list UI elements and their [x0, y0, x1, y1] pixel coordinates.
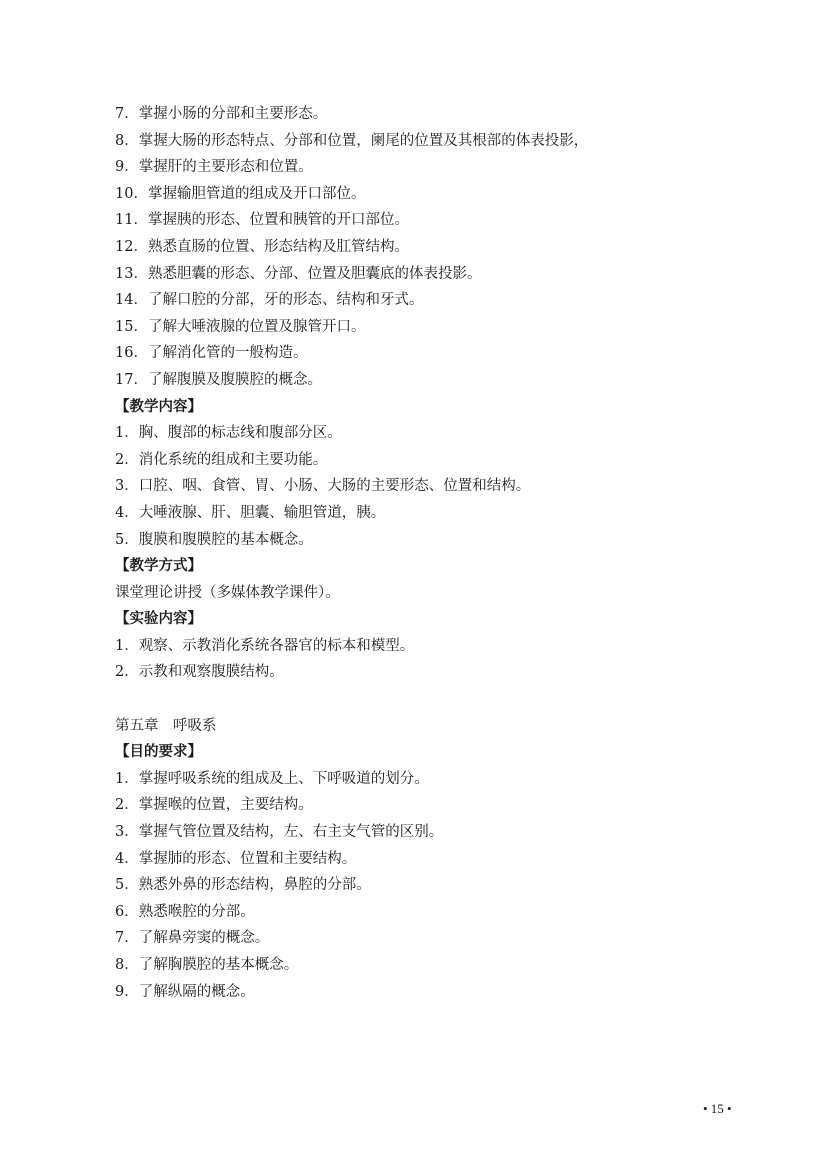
- list-item: 12．熟悉直肠的位置、形态结构及肛管结构。: [115, 238, 409, 255]
- paragraph: 课堂理论讲授（多媒体教学课件）。: [115, 584, 340, 601]
- list-item: 9．掌握肝的主要形态和位置。: [115, 159, 313, 176]
- list-item: 13．熟悉胆囊的形态、分部、位置及胆囊底的体表投影。: [115, 265, 482, 282]
- list-item: 7．掌握小肠的分部和主要形态。: [115, 106, 328, 122]
- list-item: 14．了解口腔的分部，牙的形态、结构和牙式。: [115, 292, 424, 309]
- list-item: 3．掌握气管位置及结构，左、右主支气管的区别。: [115, 824, 444, 841]
- list-item: 15．了解大唾液腺的位置及腺管开口。: [115, 318, 366, 335]
- list-item: 4．大唾液腺、肝、胆囊、输胆管道，胰。: [115, 504, 386, 521]
- section-heading-lab-content: 【实验内容】: [115, 611, 202, 628]
- section-heading-teaching-method: 【教学方式】: [115, 558, 202, 575]
- list-item: 1．胸、腹部的标志线和腹部分区。: [115, 425, 342, 442]
- list-item: 5．熟悉外鼻的形态结构，鼻腔的分部。: [115, 877, 371, 894]
- list-item: 4．掌握肺的形态、位置和主要结构。: [115, 850, 357, 867]
- list-item: 2．消化系统的组成和主要功能。: [115, 451, 328, 468]
- list-item: 10．掌握输胆管道的组成及开口部位。: [115, 185, 366, 202]
- spacer: [115, 686, 755, 713]
- section-heading-teaching-content: 【教学内容】: [115, 398, 202, 415]
- chapter-title: 第五章 呼吸系: [115, 717, 217, 734]
- list-item: 8．了解胸膜腔的基本概念。: [115, 957, 299, 973]
- list-item: 3．口腔、咽、食管、胃、小肠、大肠的主要形态、位置和结构。: [115, 478, 531, 495]
- list-item: 7．了解鼻旁窦的概念。: [115, 930, 270, 947]
- list-item: 8．掌握大肠的形态特点、分部和位置，阑尾的位置及其根部的体表投影，: [115, 132, 589, 149]
- list-item: 2．掌握喉的位置，主要结构。: [115, 797, 313, 814]
- list-item: 16．了解消化管的一般构造。: [115, 345, 308, 362]
- list-item: 6．熟悉喉腔的分部。: [115, 903, 255, 920]
- section-heading-objectives: 【目的要求】: [115, 744, 202, 761]
- list-item: 9．了解纵隔的概念。: [115, 983, 255, 1000]
- list-item: 17．了解腹膜及腹膜腔的概念。: [115, 371, 322, 388]
- document-page: [115, 101, 755, 1005]
- list-item: 5．腹膜和腹膜腔的基本概念。: [115, 531, 313, 548]
- list-item: 1．掌握呼吸系统的组成及上、下呼吸道的划分。: [115, 770, 429, 787]
- list-item: 11．掌握胰的形态、位置和胰管的开口部位。: [115, 212, 409, 229]
- list-item: 1．观察、示教消化系统各器官的标本和模型。: [115, 637, 415, 654]
- list-item: 2．示教和观察腹膜结构。: [115, 664, 284, 681]
- page-number: • 15 •: [703, 1101, 732, 1116]
